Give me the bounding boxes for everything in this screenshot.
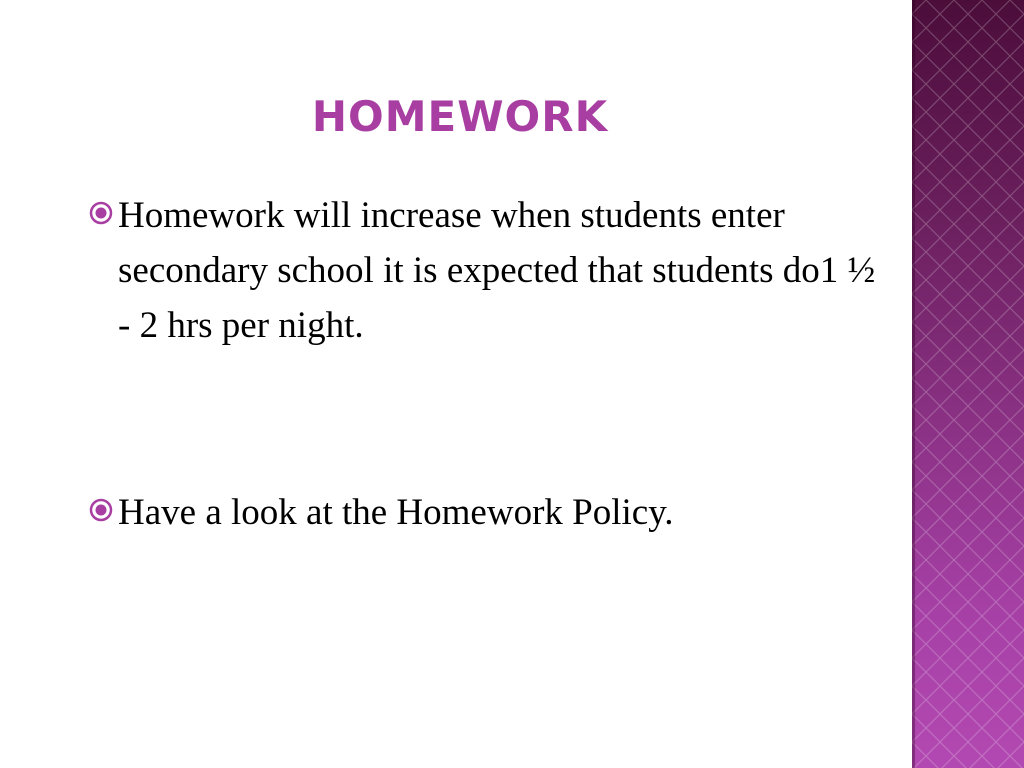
decorative-side-band <box>912 0 1024 768</box>
circled-dot-bullet-icon <box>88 497 114 523</box>
bullet-list <box>88 188 888 540</box>
circled-dot-bullet-icon <box>88 200 114 226</box>
slide-title: HOMEWORK <box>311 92 609 141</box>
bullet-item <box>88 188 888 353</box>
band-edge <box>912 0 915 768</box>
bullet-text: Have a look at the Homework Policy. <box>118 492 674 533</box>
bullet-item <box>88 485 888 540</box>
bullet-text: Homework will increase when students enter secondary school it is expected that students do1 ½ - 2 hrs per night. <box>118 195 876 346</box>
diamond-pattern <box>912 0 1024 768</box>
